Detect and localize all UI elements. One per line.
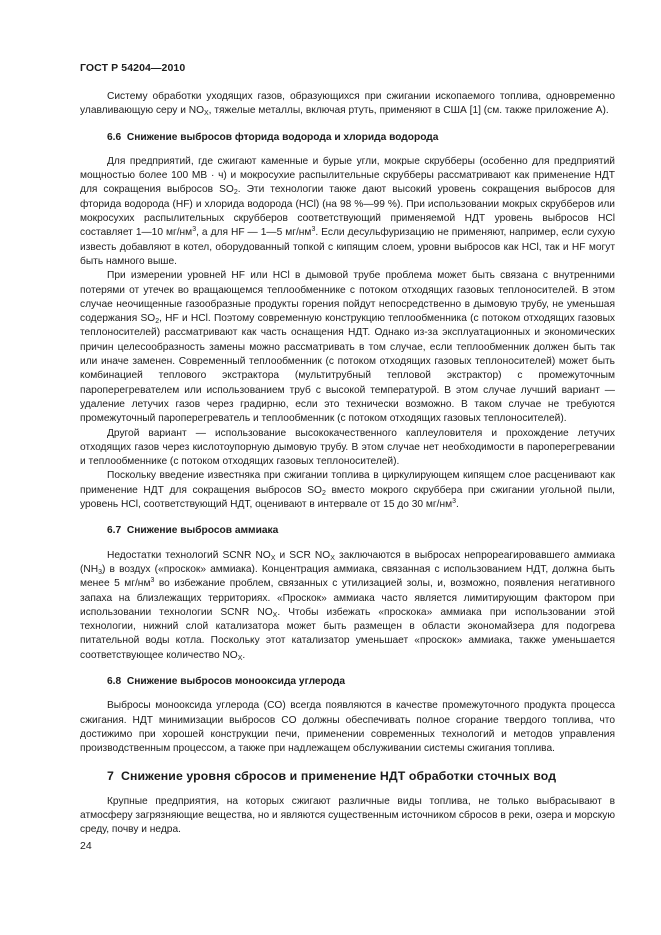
section-6-7-paragraph: Недостатки технологий SCNR $NO_X$ и SCR $NO_X$ заключаются в выбросах непрореагировавшего аммиака $(NH_3)$ в воздух («проскок» аммиака). Концентрация аммиака, связанная с использованием НДТ, должна быть менее 5 $мг/нм^3$ во избежание проблем, связанных с утилизацией золы, и, возможно, появления негативного запаха на близлежащих территориях. «Проскок» аммиака часто является лимитирующим фактором при использовании технологии SCNR $NO_X$. Чтобы избежать «проскока» аммиака при использовании этой технологии, нижний слой катализатора может быть размещен в области экономайзера для подогрева питательной воды котла. Поскольку этот катализатор уменьшает «проскок» аммиака, также уменьшается соответствующее количество $NO_X$.: [80, 549, 616, 662]
section-7-paragraph: Крупные предприятия, на которых сжигают различные виды топлива, не только выбрасывают в атмосферу загрязняющие вещества, но и являются существенным источником сбросов в реки, озера и морскую среду, почву и недра.: [80, 795, 615, 836]
section-6-6-paragraph: При измерении уровней HF или HCl в дымовой трубе проблема может быть связана с внутренними потерями от утечек во вращающемся теплообменнике с потоком отходящих газовых теплоносителей. В этом случае неочищенные газообразные продукты горения пойдут непосредственно в дымовую трубу, не уменьшая содержания $SO_2$, HF и HCl. Поэтому современную конструкцию теплообменника (с потоком отходящих газовых теплоносителей) рассматривают как часть оснащения НДТ. Однако из-за эксплуатационных и экономических причин целесообразность замены можно рассматривать в том случае, если теплообменник должен быть так или иначе заменен. Современный теплообменник (с потоком отходящих газовых теплоносителей) может быть комбинацией теплового экстрактора (мультитрубный тепловой экстрактор) с промежуточным пароперегревателем или использованием труб с высокой температурой. В этом случае лучший вариант — удаление летучих газов через градирню, если это технически возможно. В таком случае не требуются промежуточный пароперегреватель и теплообменник (с потоком отходящих газовых теплоносителей).: [80, 270, 615, 425]
document-header: ГОСТ Р 54204—2010: [80, 62, 186, 74]
section-6-6-heading: 6.6 Снижение выбросов фторида водорода и хлорида водорода: [107, 131, 439, 143]
page-body: [80, 90, 615, 838]
section-6-6-paragraph: Поскольку введение известняка при сжигании топлива в циркулирующем кипящем слое расценивают как применение НДТ для сокращения выбросов $SO_2$ вместо мокрого скруббера при сжигании угольной пыли, уровень HCl, соответствующий НДТ, оценивают в интервале от 15 до 30 $мг/нм^3$.: [80, 470, 615, 511]
section-6-7-heading: 6.7 Снижение выбросов аммиака: [107, 525, 279, 537]
page-number: 24: [80, 840, 92, 852]
intro-paragraph: Систему обработки уходящих газов, образующихся при сжигании ископаемого топлива, одновременно улавливающую серу и $NO_X$, тяжелые металлы, включая ртуть, применяют в США [1] (см. также приложение А).: [80, 91, 615, 118]
section-6-6-paragraph: Другой вариант — использование высококачественного каплеуловителя и прохождение летучих отходящих газов через кислотоупорную дымовую трубу. В этом случае нет необходимости в пароперегревании и теплообменнике (с потоком отходящих газовых теплоносителей).: [80, 427, 615, 468]
section-6-6-paragraph: Для предприятий, где сжигают каменные и бурые угли, мокрые скрубберы (особенно для предприятий мощностью более 100 МВ · ч) и мокросухие распылительные скрубберы рассматривают как применение НДТ для сокращения выбросов $SO_2$. Эти технологии также дают высокий уровень сокращения выбросов для фторида водорода (HF) и хлорида водорода (HCl) (на 98 %—99 %). При использовании мокрых скрубберов или мокросухих распылительных скрубберов соответствующий применяемой НДТ уровень выбросов HCl составляет 1—10 $мг/нм^3$, а для HF — 1—5 $мг/нм^3$. Если десульфуризацию не применяют, например, если сухую известь добавляют в котел, оборудованный топкой с кипящим слоем, уровни выбросов как HCl, так и HF могут быть намного выше.: [80, 155, 616, 267]
section-6-8-heading: 6.8 Снижение выбросов монооксида углерода: [107, 675, 346, 687]
section-6-8-paragraph: Выбросы монооксида углерода (CO) всегда появляются в качестве промежуточного продукта процесса сжигания. НДТ минимизации выбросов CO должны обеспечивать полное сгорание твердого топлива, что достижимо при хорошей конструкции печи, применении современных технологий и методов управления производственным процессом, а также при надлежащем обслуживании системы сжигания топлива.: [80, 700, 615, 755]
section-7-heading: 7 Снижение уровня сбросов и применение НДТ обработки сточных вод: [107, 769, 557, 784]
